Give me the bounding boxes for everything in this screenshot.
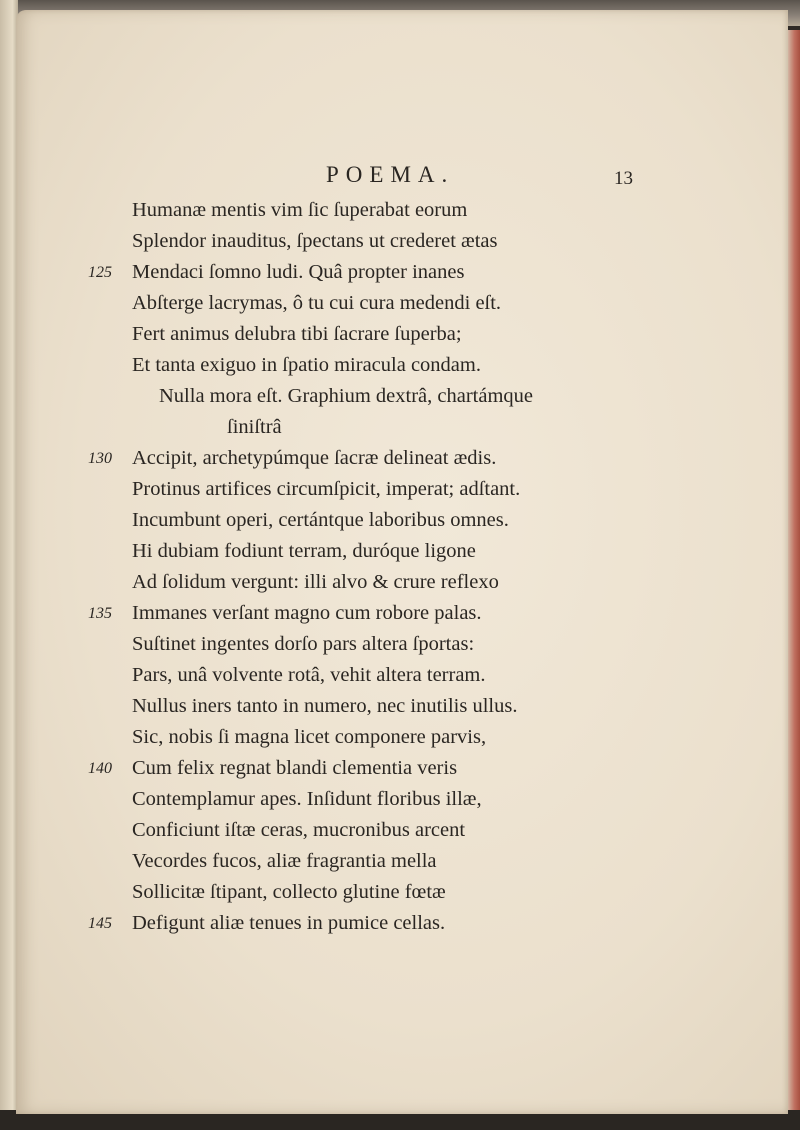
verse-block: [16, 195, 788, 939]
verse-line: [16, 195, 788, 226]
line-number: 130: [88, 450, 112, 467]
verse-line: [16, 536, 788, 567]
verse-text: Immanes verſant magno cum robore palas.: [132, 602, 482, 624]
verse-text: Mendaci ſomno ludi. Quâ propter inanes: [132, 261, 465, 283]
verse-line: [16, 846, 788, 877]
verse-text: Humanæ mentis vim ſic ſuperabat eorum: [132, 199, 468, 221]
verse-text: Nullus iners tanto in numero, nec inutilis ullus.: [132, 695, 518, 717]
page-number: 13: [614, 168, 633, 189]
verse-line: [16, 226, 788, 257]
verse-text: Fert animus delubra tibi ſacrare ſuperba;: [132, 323, 462, 345]
verse-text: Splendor inauditus, ſpectans ut crederet ætas: [132, 230, 498, 252]
verse-text: Incumbunt operi, certántque laboribus omnes.: [132, 509, 509, 531]
verse-line: [16, 288, 788, 319]
verse-line: [16, 567, 788, 598]
verse-line: [16, 629, 788, 660]
verse-text: Sollicitæ ſtipant, collecto glutine fœtæ: [132, 881, 446, 903]
verse-line: [16, 443, 788, 474]
verse-text: Protinus artifices circumſpicit, imperat; adſtant.: [132, 478, 521, 500]
verse-line: [16, 474, 788, 505]
verse-text: Et tanta exiguo in ſpatio miracula condam.: [132, 354, 481, 376]
verse-line: [16, 877, 788, 908]
book-page: [16, 10, 788, 1114]
verse-line: [16, 722, 788, 753]
verse-line: [16, 908, 788, 939]
verse-line: [16, 815, 788, 846]
verse-line: [16, 381, 788, 412]
verse-text: Cum felix regnat blandi clementia veris: [132, 757, 458, 779]
verse-text: Accipit, archetypúmque ſacræ delineat ædis.: [132, 447, 497, 469]
verse-text: Vecordes fucos, aliæ fragrantia mella: [132, 850, 437, 872]
verse-text: Ad ſolidum vergunt: illi alvo & crure reflexo: [132, 571, 499, 593]
line-number: 135: [88, 605, 112, 622]
verse-line: [16, 660, 788, 691]
line-number: 145: [88, 915, 112, 932]
running-title: POEMA.: [326, 162, 455, 187]
verse-line: [16, 784, 788, 815]
verse-text: Defigunt aliæ tenues in pumice cellas.: [132, 912, 446, 934]
verse-line: [16, 319, 788, 350]
verse-text: Pars, unâ volvente rotâ, vehit altera terram.: [132, 664, 486, 686]
verse-text: Nulla mora eſt. Graphium dextrâ, chartámque: [159, 385, 533, 407]
book-fore-edge: [786, 30, 800, 1120]
verse-text: Sic, nobis ſi magna licet componere parvis,: [132, 726, 487, 748]
verse-line: [16, 753, 788, 784]
verse-line: [16, 350, 788, 381]
verse-text: ſiniſtrâ: [227, 416, 282, 438]
verse-line: [16, 505, 788, 536]
verse-text: Hi dubiam fodiunt terram, duróque ligone: [132, 540, 476, 562]
verse-line: [16, 691, 788, 722]
verse-text: Suſtinet ingentes dorſo pars altera ſportas:: [132, 633, 475, 655]
line-number: 140: [88, 760, 112, 777]
verse-text: Contemplamur apes. Inſidunt floribus illæ,: [132, 788, 482, 810]
verse-line: [16, 412, 788, 443]
verse-text: Abſterge lacrymas, ô tu cui cura medendi eſt.: [132, 292, 502, 314]
line-number: 125: [88, 264, 112, 281]
verse-line: [16, 598, 788, 629]
verse-text: Conficiunt iſtæ ceras, mucronibus arcent: [132, 819, 466, 841]
verse-line: [16, 257, 788, 288]
